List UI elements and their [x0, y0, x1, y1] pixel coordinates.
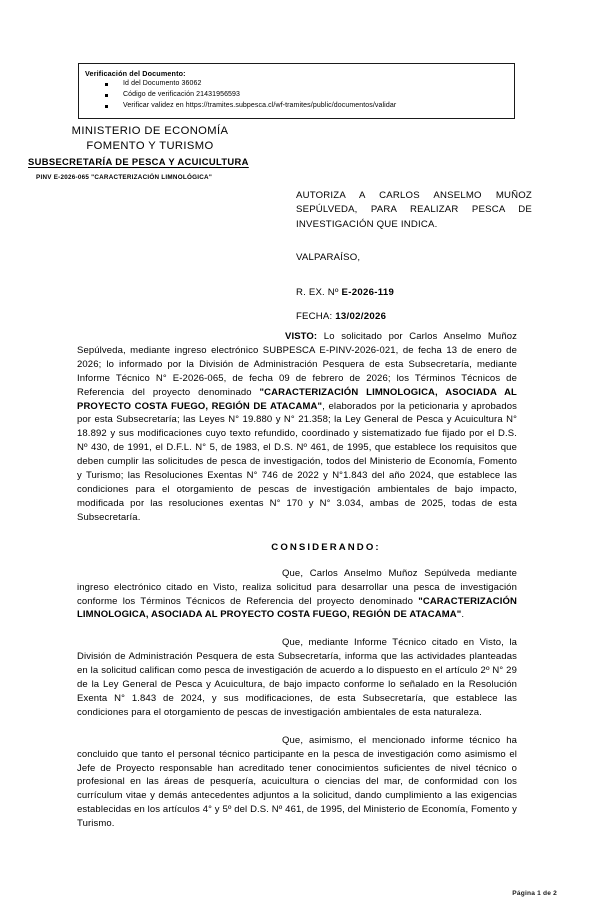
ministry-line-1: MINISTERIO DE ECONOMÍA	[71, 125, 229, 137]
letterhead	[0, 124, 300, 154]
considerando-p1-text-2: .	[461, 609, 465, 621]
subsecretaria-heading: SUBSECRETARÍA DE PESCA Y ACUICULTURA	[28, 156, 249, 167]
verification-title: Verificación del Documento:	[85, 69, 186, 78]
visto-heading: VISTO:	[285, 331, 318, 342]
spacer-before-considerando	[77, 525, 517, 542]
spacer-between-p2-p3	[77, 720, 517, 734]
date-value: 13/02/2026	[335, 311, 387, 322]
visto-project-title: "CARACTERIZACIÓN LIMNOLOGICA, ASOCIADA AL PROYECTO COSTA FUEGO, REGIÓN DE ATACAMA"	[77, 386, 517, 412]
verification-item-url: Verificar validez en https://tramites.subpesca.cl/wf-tramites/public/documentos/validar	[85, 101, 508, 112]
place-line: VALPARAÍSO,	[296, 252, 361, 263]
considerando-paragraph-2	[77, 636, 517, 719]
resolution-label: R. EX. Nº	[296, 287, 342, 298]
subject-block: AUTORIZA A CARLOS ANSELMO MUÑOZ SEPÚLVEDA, PARA REALIZAR PESCA DE INVESTIGACIÓN QUE INDICA.	[296, 190, 532, 230]
verification-list	[85, 79, 508, 112]
ministry-line-2: FOMENTO Y TURISMO	[86, 139, 214, 152]
considerando-paragraph-3	[77, 734, 517, 831]
spacer-between-p1-p2	[77, 622, 517, 636]
verification-item-document-id: Id del Documento 36062	[85, 79, 508, 90]
considerando-p1-project-title: "CARACTERIZACIÓN LIMNOLOGICA, ASOCIADA AL PROYECTO COSTA FUEGO, REGIÓN DE ATACAMA"	[77, 595, 517, 621]
visto-text-part-1: Lo solicitado por Carlos Anselmo Muñoz Sepúlveda, mediante ingreso electrónico SUBPESCA E-PINV-2026-021, de fecha 13 de enero de 2026; lo informado por la División de Administración Pesquera de esta Subsecretaría, mediante Informe Técnico N° E-2026-065, de fecha 09 de febrero de 2026; los Términos Técnicos de Referencia del proyecto denominado	[77, 331, 517, 398]
considerando-p3-text: Que, asimismo, el mencionado informe técnico ha concluido que tanto el personal técnico participante en la pesca de investigación como asimismo el Jefe de Proyecto responsable han acreditado tener conocimientos suficientes de nivel técnico o profesional en las áreas de pesquería, acuicultura o ciencias del mar, de conformidad con los currículum vitae y demás antecedentes adjuntos a la solicitud, dando cumplimiento a las exigencias establecidas en los artículos 4° y 5º del D.S. Nº 461, de 1995, del Ministerio de Economía, Fomento y Turismo.	[77, 734, 517, 830]
document-body	[77, 330, 517, 831]
date-line	[296, 311, 386, 322]
visto-text-part-2: , elaborados por la peticionaria y aprobados por esta Subsecretaría; las Leyes N° 19.880 y N° 21.358; la Ley General de Pesca y Acuicultura N° 18.892 y sus modificaciones cuyo texto refundido, coordinado y sistematizado fue fijado por el D.S. Nº 430, de 1991, el D.F.L. N° 5, de 1983, el D.S. Nº 461, de 1995, que establece los requisitos que deben cumplir las solicitudes de pesca de investigación, todos del Ministerio de Economía, Fomento y Turismo; las Resoluciones Exentas N° 746 de 2022 y N°1.843 del año 2024, que establece las condiciones para el otorgamiento de pescas de investigación ambientales de bajo impacto, modificada por las resoluciones exentas N° 170 y N° 3.034, ambas de 2025, todas de esta Subsecretaría.	[77, 400, 518, 523]
project-reference-code: PINV E-2026-065 "CARACTERIZACIÓN LIMNOLÓGICA"	[36, 174, 213, 181]
resolution-number: E-2026-119	[341, 287, 395, 298]
verification-item-code: Código de verificación 21431956593	[85, 90, 508, 101]
page-number-footer: Página 1 de 2	[512, 890, 557, 897]
verification-box	[78, 63, 515, 119]
visto-paragraph	[77, 330, 517, 525]
considerando-paragraph-1	[77, 567, 517, 623]
date-label: FECHA:	[296, 311, 336, 322]
considerando-heading: CONSIDERANDO:	[271, 541, 381, 553]
spacer-after-considerando	[77, 553, 517, 567]
considerando-p1-text-1: Que, Carlos Anselmo Muñoz Sepúlveda mediante ingreso electrónico citado en Visto, realiza solicitud para desarrollar una pesca de investigación conforme los Términos Técnicos de Referencia del proyecto denominado	[77, 567, 517, 607]
considerando-p2-text: Que, mediante Informe Técnico citado en Visto, la División de Administración Pesquera de esta Subsecretaría, informa que las actividades planteadas en la solicitud califican como pesca de investigación de acuerdo a lo dispuesto en el artículo 2º N° 29 de la Ley General de Pesca y Acuicultura, de bajo impacto conforme lo señalado en la Resolución Exenta N° 1.843 de 2024, y sus modificaciones, de esta Subsecretaría, que establece las condiciones para el otorgamiento de pescas de investigación ambientales de esta naturaleza.	[77, 637, 517, 718]
resolution-number-line	[296, 287, 394, 298]
